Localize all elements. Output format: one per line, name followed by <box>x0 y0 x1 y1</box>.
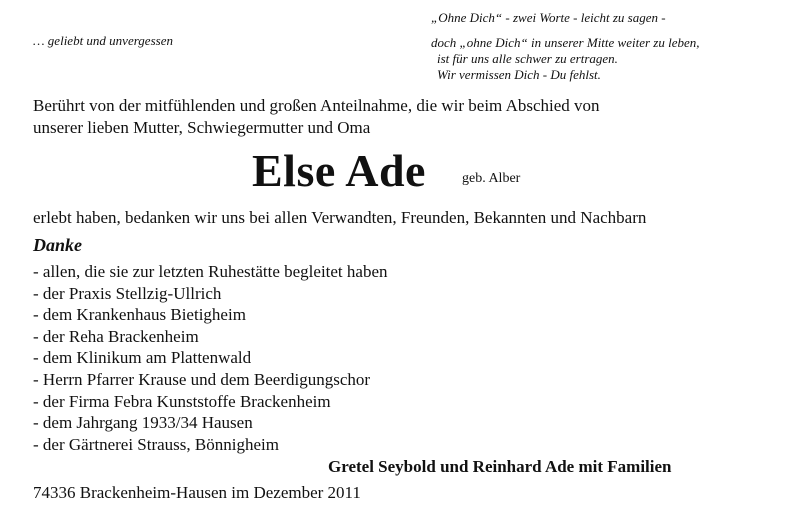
poem-line-3: ist für uns alle schwer zu ertragen. <box>437 51 618 66</box>
intro-line-1: Berührt von der mitfühlenden und großen Anteilnahme, die wir beim Abschied von <box>33 96 600 115</box>
list-item: - der Gärtnerei Strauss, Bönnigheim <box>33 434 279 454</box>
poem-line-2: doch „ohne Dich“ in unserer Mitte weiter zu leben, <box>431 35 700 50</box>
left-motto: … geliebt und unvergessen <box>33 33 173 48</box>
thanks-list <box>33 261 388 455</box>
list-item: - allen, die sie zur letzten Ruhestätte begleitet haben <box>33 262 388 281</box>
list-item: - dem Krankenhaus Bietigheim <box>33 305 246 325</box>
place-date: 74336 Brackenheim-Hausen im Dezember 2011 <box>33 483 361 502</box>
signers: Gretel Seybold und Reinhard Ade mit Familien <box>328 457 672 476</box>
intro-line-2: unserer lieben Mutter, Schwiegermutter und Oma <box>33 118 371 137</box>
list-item: - der Reha Brackenheim <box>33 326 199 346</box>
after-name-line: erlebt haben, bedanken wir uns bei allen Verwandten, Freunden, Bekannten und Nachbarn <box>33 208 647 227</box>
deceased-name: Else Ade <box>252 145 426 196</box>
maiden-name: geb. Alber <box>462 171 521 186</box>
list-item: - der Praxis Stellzig-Ullrich <box>33 283 222 303</box>
poem-line-4: Wir vermissen Dich - Du fehlst. <box>437 67 601 82</box>
list-item: - Herrn Pfarrer Krause und dem Beerdigungschor <box>33 369 371 389</box>
thanks-heading: Danke <box>33 235 82 255</box>
poem-line-1: „Ohne Dich“ - zwei Worte - leicht zu sagen - <box>431 10 666 25</box>
list-item: - der Firma Febra Kunststoffe Brackenheim <box>33 391 331 411</box>
list-item: - dem Jahrgang 1933/34 Hausen <box>33 413 253 433</box>
list-item: - dem Klinikum am Plattenwald <box>33 348 252 368</box>
